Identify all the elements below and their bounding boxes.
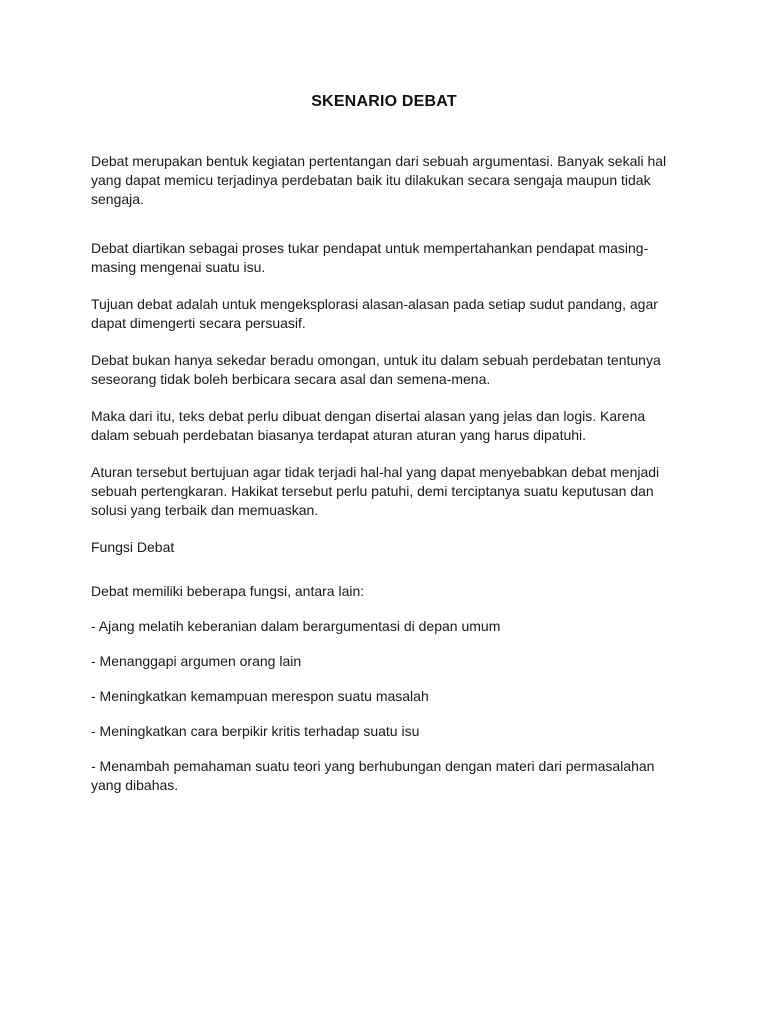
list-item: - Ajang melatih keberanian dalam berargumentasi di depan umum bbox=[91, 618, 501, 634]
paragraph-1: Debat merupakan bentuk kegiatan pertentangan dari sebuah argumentasi. Banyak sekali hal yang dapat memicu terjadinya perdebatan baik itu dilakukan secara sengaja maupun tidak sengaja. bbox=[91, 153, 667, 207]
list-intro: Debat memiliki beberapa fungsi, antara lain: bbox=[91, 583, 365, 599]
paragraph-6: Aturan tersebut bertujuan agar tidak terjadi hal-hal yang dapat menyebabkan debat menjadi sebuah pertengkaran. Hakikat tersebut perlu patuhi, demi terciptanya suatu keputusan dan solusi yang terbaik dan memuaskan. bbox=[91, 464, 660, 518]
list-item: - Menambah pemahaman suatu teori yang berhubungan dengan materi dari permasalahan yang dibahas. bbox=[91, 758, 655, 793]
paragraph-3: Tujuan debat adalah untuk mengeksplorasi alasan-alasan pada setiap sudut pandang, agar dapat dimengerti secara persuasif. bbox=[91, 296, 658, 331]
paragraph-4: Debat bukan hanya sekedar beradu omongan, untuk itu dalam sebuah perdebatan tentunya seseorang tidak boleh berbicara secara asal dan semena-mena. bbox=[91, 352, 661, 387]
section-heading: Fungsi Debat bbox=[91, 539, 175, 555]
list-item: - Meningkatkan cara berpikir kritis terhadap suatu isu bbox=[91, 723, 420, 739]
paragraph-5: Maka dari itu, teks debat perlu dibuat dengan disertai alasan yang jelas dan logis. Karena dalam sebuah perdebatan biasanya terdapat aturan aturan yang harus dipatuhi. bbox=[91, 408, 646, 443]
document-body bbox=[91, 152, 681, 795]
list-item: - Meningkatkan kemampuan merespon suatu masalah bbox=[91, 688, 429, 704]
document-title: SKENARIO DEBAT bbox=[311, 93, 457, 110]
list-item: - Menanggapi argumen orang lain bbox=[91, 653, 302, 669]
paragraph-2: Debat diartikan sebagai proses tukar pendapat untuk mempertahankan pendapat masing-masing mengenai suatu isu. bbox=[91, 240, 649, 275]
